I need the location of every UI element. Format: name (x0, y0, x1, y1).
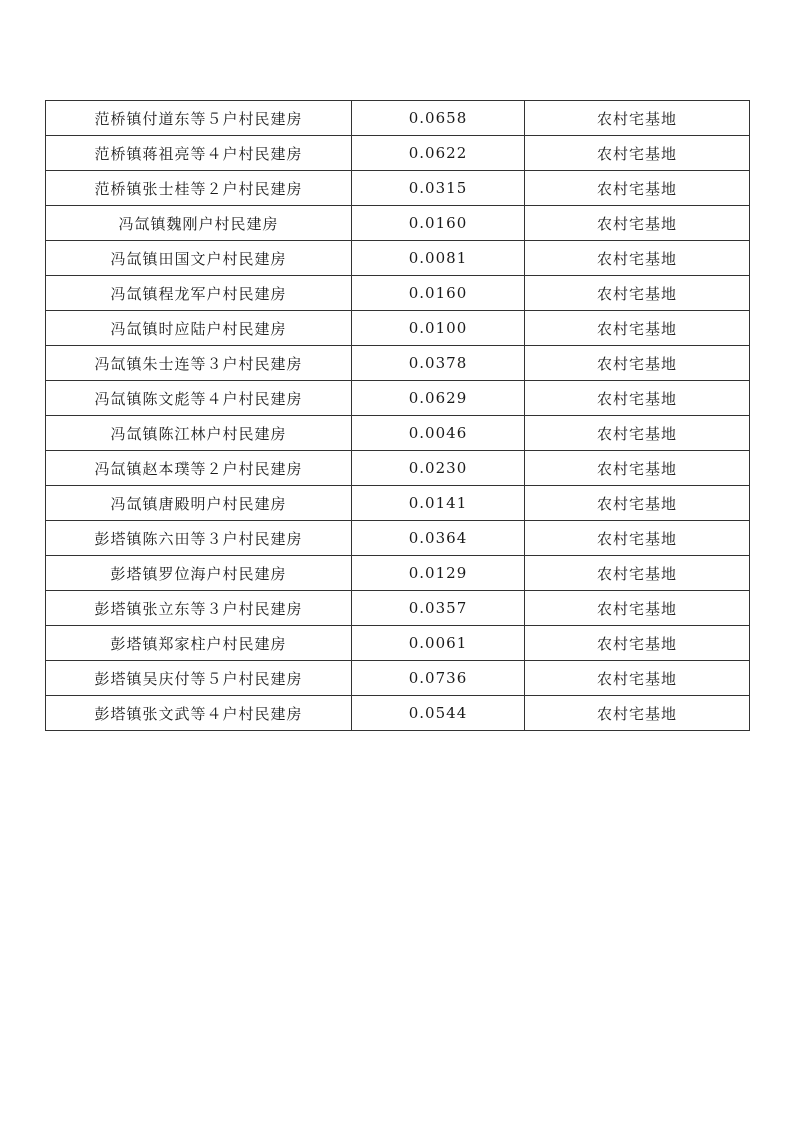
table-row (46, 556, 750, 591)
area-cell: 0.0622 (352, 136, 525, 171)
land-type-cell: 农村宅基地 (525, 136, 750, 171)
table-row (46, 206, 750, 241)
land-type-cell: 农村宅基地 (525, 451, 750, 486)
table-row (46, 451, 750, 486)
area-cell: 0.0046 (352, 416, 525, 451)
area-cell: 0.0629 (352, 381, 525, 416)
area-cell: 0.0364 (352, 521, 525, 556)
table-row (46, 521, 750, 556)
project-name-cell: 冯氙镇赵本璞等２户村民建房 (46, 451, 352, 486)
table-row (46, 661, 750, 696)
land-type-cell: 农村宅基地 (525, 486, 750, 521)
area-cell: 0.0230 (352, 451, 525, 486)
land-type-cell: 农村宅基地 (525, 206, 750, 241)
project-name-cell: 彭塔镇陈六田等３户村民建房 (46, 521, 352, 556)
project-name-cell: 彭塔镇郑家柱户村民建房 (46, 626, 352, 661)
table-row (46, 171, 750, 206)
area-cell: 0.0141 (352, 486, 525, 521)
table-row (46, 591, 750, 626)
table-row (46, 136, 750, 171)
project-name-cell: 冯氙镇陈江林户村民建房 (46, 416, 352, 451)
project-name-cell: 彭塔镇张立东等３户村民建房 (46, 591, 352, 626)
project-name-cell: 彭塔镇张文武等４户村民建房 (46, 696, 352, 731)
table-row (46, 416, 750, 451)
project-name-cell: 范桥镇付道东等５户村民建房 (46, 101, 352, 136)
land-type-cell: 农村宅基地 (525, 171, 750, 206)
area-cell: 0.0061 (352, 626, 525, 661)
area-cell: 0.0544 (352, 696, 525, 731)
project-name-cell: 冯氙镇时应陆户村民建房 (46, 311, 352, 346)
land-type-cell: 农村宅基地 (525, 101, 750, 136)
project-name-cell: 冯氙镇田国文户村民建房 (46, 241, 352, 276)
land-type-cell: 农村宅基地 (525, 626, 750, 661)
project-name-cell: 范桥镇蒋祖亮等４户村民建房 (46, 136, 352, 171)
land-type-cell: 农村宅基地 (525, 556, 750, 591)
land-type-cell: 农村宅基地 (525, 416, 750, 451)
area-cell: 0.0081 (352, 241, 525, 276)
land-type-cell: 农村宅基地 (525, 381, 750, 416)
land-type-cell: 农村宅基地 (525, 346, 750, 381)
project-name-cell: 冯氙镇朱士连等３户村民建房 (46, 346, 352, 381)
table-row (46, 381, 750, 416)
project-name-cell: 冯氙镇唐殿明户村民建房 (46, 486, 352, 521)
table-row (46, 696, 750, 731)
project-name-cell: 冯氙镇魏刚户村民建房 (46, 206, 352, 241)
table-row (46, 241, 750, 276)
area-cell: 0.0129 (352, 556, 525, 591)
table-row (46, 626, 750, 661)
area-cell: 0.0736 (352, 661, 525, 696)
area-cell: 0.0658 (352, 101, 525, 136)
land-type-cell: 农村宅基地 (525, 661, 750, 696)
area-cell: 0.0378 (352, 346, 525, 381)
area-cell: 0.0160 (352, 206, 525, 241)
table-body (46, 101, 750, 731)
table-row (46, 101, 750, 136)
project-name-cell: 彭塔镇罗位海户村民建房 (46, 556, 352, 591)
project-name-cell: 彭塔镇吴庆付等５户村民建房 (46, 661, 352, 696)
area-cell: 0.0100 (352, 311, 525, 346)
area-cell: 0.0160 (352, 276, 525, 311)
area-cell: 0.0357 (352, 591, 525, 626)
project-name-cell: 冯氙镇陈文彪等４户村民建房 (46, 381, 352, 416)
table-row (46, 346, 750, 381)
land-type-cell: 农村宅基地 (525, 591, 750, 626)
land-type-cell: 农村宅基地 (525, 521, 750, 556)
land-type-cell: 农村宅基地 (525, 241, 750, 276)
land-type-cell: 农村宅基地 (525, 311, 750, 346)
table-row (46, 486, 750, 521)
project-name-cell: 冯氙镇程龙军户村民建房 (46, 276, 352, 311)
land-type-cell: 农村宅基地 (525, 696, 750, 731)
land-use-table (45, 100, 750, 731)
table-row (46, 311, 750, 346)
land-type-cell: 农村宅基地 (525, 276, 750, 311)
area-cell: 0.0315 (352, 171, 525, 206)
project-name-cell: 范桥镇张士桂等２户村民建房 (46, 171, 352, 206)
table-row (46, 276, 750, 311)
